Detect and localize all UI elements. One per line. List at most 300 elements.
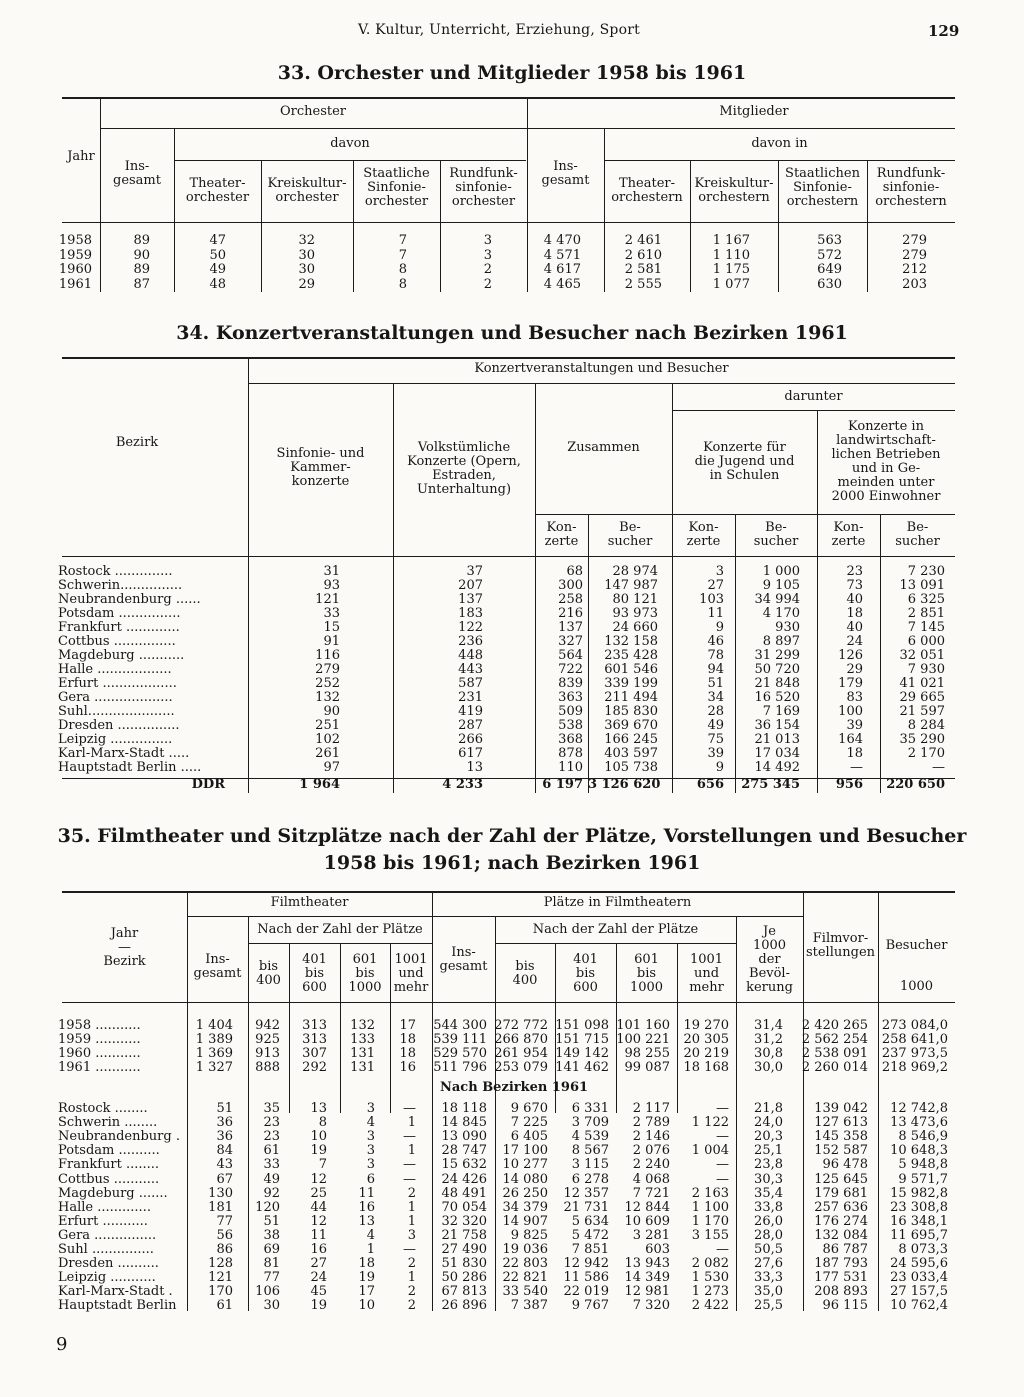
cell-ft-b600: 24 bbox=[310, 1270, 327, 1286]
cell-ft-b1000: 132 bbox=[350, 1018, 375, 1033]
cell-volks: 4 233 bbox=[442, 777, 483, 792]
cell-besucher: 258 641,0 bbox=[881, 1032, 948, 1047]
cell-pl-b1001: 1 170 bbox=[691, 1213, 729, 1229]
table-34-title: 34. Konzertveranstaltungen und Besucher nach Bezirken 1961 bbox=[176, 322, 848, 344]
cell-kreis: 30 bbox=[298, 262, 315, 277]
col-land-konzerte: Kon- zerte bbox=[831, 520, 866, 549]
cell-je1000: 27,6 bbox=[754, 1256, 783, 1272]
col-bezirk: Bezirk bbox=[115, 435, 159, 450]
cell-jug-konzerte: 3 bbox=[715, 564, 724, 579]
cell-jug-konzerte: 39 bbox=[707, 746, 724, 761]
cell-je1000: 35,0 bbox=[754, 1284, 783, 1300]
cell-land-konzerte: 100 bbox=[838, 704, 863, 719]
col-rundfunk2: Rundfunk- sinfonie- orchestern bbox=[875, 166, 947, 209]
cell-pl-insgesamt: 539 111 bbox=[433, 1032, 487, 1047]
cell-jahr-bezirk: Gera ............... bbox=[58, 1227, 157, 1243]
table-35-title-line1: 35. Filmtheater und Sitzplätze nach der Zahl der Plätze, Vorstellungen und Besucher bbox=[57, 825, 967, 847]
cell-pl-insgesamt: 14 845 bbox=[441, 1115, 487, 1131]
cell-pl-b600: 7 851 bbox=[571, 1242, 609, 1257]
cell-jug-besucher: 36 154 bbox=[754, 718, 800, 733]
cell-sinfonie: 279 bbox=[315, 662, 340, 677]
cell-bezirk: Neubrandenburg ...... bbox=[58, 592, 201, 607]
col-besucher-unit: 1000 bbox=[899, 979, 934, 994]
cell-pl-insgesamt: 24 426 bbox=[441, 1171, 487, 1187]
cell-pl-insgesamt: 544 300 bbox=[433, 1018, 487, 1033]
cell-ft-b1001: — bbox=[403, 1242, 416, 1257]
cell-jahr-bezirk: Halle ............. bbox=[58, 1199, 151, 1215]
cell-jug-konzerte: 46 bbox=[707, 634, 724, 649]
col-nach-zahl-1: Nach der Zahl der Plätze bbox=[257, 922, 423, 937]
cell-pl-insgesamt: 48 491 bbox=[441, 1185, 487, 1201]
cell-pl-b600: 22 019 bbox=[563, 1284, 609, 1300]
cell-pl-b1001: 1 100 bbox=[691, 1199, 729, 1215]
col-pl-b1000: 601 bis 1000 bbox=[629, 952, 664, 995]
cell-bezirk: Rostock .............. bbox=[58, 564, 173, 579]
cell-land-besucher: 6 325 bbox=[907, 592, 945, 607]
col-sinfonie: Sinfonie- und Kammer- konzerte bbox=[276, 446, 365, 489]
cell-ft-insgesamt: 67 bbox=[216, 1171, 233, 1187]
cell-mitglieder: 4 465 bbox=[543, 276, 581, 292]
cell-volks: 448 bbox=[458, 648, 483, 663]
cell-vorstellungen: 132 084 bbox=[814, 1227, 868, 1243]
cell-rund: 2 bbox=[483, 262, 492, 277]
cell-ft-b1000: 11 bbox=[358, 1185, 375, 1201]
cell-kreis: 32 bbox=[298, 233, 315, 248]
cell-pl-insgesamt: 27 490 bbox=[441, 1242, 487, 1257]
cell-land-konzerte: 18 bbox=[846, 746, 863, 761]
cell-m-kreis: 1 110 bbox=[712, 247, 750, 263]
cell-jug-konzerte: 9 bbox=[715, 620, 724, 635]
cell-m-staat: 563 bbox=[817, 233, 842, 248]
cell-ft-b600: 19 bbox=[310, 1298, 327, 1314]
cell-besucher: 218 969,2 bbox=[881, 1060, 948, 1075]
cell-volks: 207 bbox=[458, 578, 483, 593]
cell-zus-konzerte: 839 bbox=[558, 676, 583, 691]
cell-ft-insgesamt: 121 bbox=[208, 1270, 233, 1286]
cell-ft-b600: 313 bbox=[302, 1032, 327, 1047]
cell-pl-b1001: — bbox=[716, 1157, 729, 1173]
col-zus-besucher: Be- sucher bbox=[607, 520, 653, 549]
cell-m-theater: 2 610 bbox=[624, 247, 662, 263]
cell-pl-b1001: 19 270 bbox=[683, 1018, 729, 1033]
cell-ft-b400: 23 bbox=[263, 1129, 280, 1145]
cell-besucher: 273 084,0 bbox=[881, 1018, 948, 1033]
cell-pl-b400: 22 803 bbox=[502, 1256, 548, 1272]
col-rundfunk: Rundfunk- sinfonie- orchester bbox=[449, 166, 518, 209]
cell-jug-besucher: 930 bbox=[775, 620, 800, 635]
cell-besucher: 23 308,8 bbox=[890, 1199, 948, 1215]
cell-land-besucher: 32 051 bbox=[899, 648, 945, 663]
cell-jug-konzerte: 28 bbox=[707, 704, 724, 719]
cell-ft-b1001: 1 bbox=[407, 1143, 416, 1159]
cell-jug-besucher: 50 720 bbox=[754, 662, 800, 677]
cell-pl-b600: 151 098 bbox=[555, 1018, 609, 1033]
col-insgesamt: Ins- gesamt bbox=[113, 159, 161, 188]
cell-land-besucher: 2 851 bbox=[907, 606, 945, 621]
cell-besucher: 237 973,5 bbox=[881, 1046, 948, 1061]
col-staatliche: Staatliche Sinfonie- orchester bbox=[363, 166, 430, 209]
cell-ft-b600: 16 bbox=[310, 1242, 327, 1257]
cell-zus-besucher: 185 830 bbox=[604, 704, 658, 719]
cell-ft-insgesamt: 86 bbox=[216, 1242, 233, 1257]
cell-volks: 231 bbox=[458, 690, 483, 705]
cell-volks: 13 bbox=[466, 760, 483, 775]
cell-insgesamt: 89 bbox=[133, 233, 150, 248]
cell-besucher: 8 546,9 bbox=[898, 1129, 948, 1145]
cell-land-konzerte: 126 bbox=[838, 648, 863, 663]
cell-vorstellungen: 125 645 bbox=[814, 1171, 868, 1187]
cell-pl-b600: 6 278 bbox=[571, 1171, 609, 1187]
cell-sinfonie: 15 bbox=[323, 620, 340, 635]
cell-besucher: 12 742,8 bbox=[890, 1101, 948, 1116]
cell-zus-konzerte: 6 197 bbox=[542, 777, 583, 792]
cell-ft-b1000: 17 bbox=[358, 1284, 375, 1300]
cell-pl-b1000: 2 076 bbox=[632, 1143, 670, 1159]
cell-rund: 2 bbox=[483, 276, 492, 292]
cell-ft-b1000: 4 bbox=[366, 1227, 375, 1243]
col-konzertveranstaltungen: Konzertveranstaltungen und Besucher bbox=[474, 361, 729, 376]
cell-jug-besucher: 17 034 bbox=[754, 746, 800, 761]
cell-ft-insgesamt: 170 bbox=[208, 1284, 233, 1300]
cell-zus-besucher: 235 428 bbox=[604, 648, 658, 663]
cell-ft-insgesamt: 56 bbox=[216, 1227, 233, 1243]
cell-ft-b1001: — bbox=[403, 1129, 416, 1145]
cell-m-staat: 649 bbox=[817, 262, 842, 277]
col-jahr-bezirk: Jahr — Bezirk bbox=[103, 926, 146, 969]
cell-pl-b1000: 99 087 bbox=[624, 1060, 670, 1075]
cell-je1000: 33,8 bbox=[754, 1199, 783, 1215]
cell-ft-b1000: 3 bbox=[366, 1143, 375, 1159]
cell-jug-besucher: 34 994 bbox=[754, 592, 800, 607]
cell-mitglieder: 4 470 bbox=[543, 233, 581, 248]
cell-pl-b400: 266 870 bbox=[494, 1032, 548, 1047]
cell-besucher: 27 157,5 bbox=[890, 1284, 948, 1300]
cell-jahr-bezirk: 1961 ........... bbox=[58, 1060, 141, 1075]
cell-ft-b600: 10 bbox=[310, 1129, 327, 1145]
cell-insgesamt: 90 bbox=[133, 247, 150, 263]
cell-jug-besucher: 21 848 bbox=[754, 676, 800, 691]
cell-zus-besucher: 28 974 bbox=[612, 564, 658, 579]
cell-pl-b1001: 1 004 bbox=[691, 1143, 729, 1159]
cell-m-kreis: 1 077 bbox=[712, 276, 750, 292]
col-vorstellungen: Filmvor- stellungen bbox=[805, 931, 876, 960]
cell-je1000: 50,5 bbox=[754, 1242, 783, 1257]
cell-ft-b400: 23 bbox=[263, 1115, 280, 1131]
cell-ft-b400: 35 bbox=[263, 1101, 280, 1116]
cell-jahr-bezirk: Cottbus ........... bbox=[58, 1171, 160, 1187]
cell-pl-b1001: 2 163 bbox=[691, 1185, 729, 1201]
cell-besucher: 24 595,6 bbox=[890, 1256, 948, 1272]
cell-pl-b1000: 13 943 bbox=[624, 1256, 670, 1272]
cell-ft-b1000: 3 bbox=[366, 1157, 375, 1173]
cell-jahr: 1960 bbox=[58, 262, 92, 277]
col-staatlichen: Staatlichen Sinfonie- orchestern bbox=[785, 166, 860, 209]
cell-ft-insgesamt: 1 327 bbox=[195, 1060, 233, 1075]
cell-ft-b1001: 1 bbox=[407, 1115, 416, 1131]
col-theaterorchestern: Theater- orchestern bbox=[611, 176, 683, 205]
cell-ft-b1000: 10 bbox=[358, 1298, 375, 1314]
cell-land-konzerte: 40 bbox=[846, 592, 863, 607]
cell-vorstellungen: 139 042 bbox=[814, 1101, 868, 1116]
cell-bezirk: Karl-Marx-Stadt ..... bbox=[58, 746, 190, 761]
cell-pl-insgesamt: 28 747 bbox=[441, 1143, 487, 1159]
cell-zus-konzerte: 110 bbox=[558, 760, 583, 775]
col-jug-besucher: Be- sucher bbox=[753, 520, 799, 549]
cell-jug-besucher: 1 000 bbox=[762, 564, 800, 579]
handwritten-signature: 9 bbox=[56, 1334, 68, 1355]
cell-jahr-bezirk: 1959 ........... bbox=[58, 1032, 141, 1047]
col-ft-b600: 401 bis 600 bbox=[302, 952, 327, 995]
cell-pl-insgesamt: 51 830 bbox=[441, 1256, 487, 1272]
cell-pl-b1001: 3 155 bbox=[691, 1227, 729, 1243]
cell-staat: 8 bbox=[398, 262, 407, 277]
cell-jahr-bezirk: Suhl ............... bbox=[58, 1242, 154, 1257]
cell-pl-b1001: 20 219 bbox=[683, 1046, 729, 1061]
cell-mitglieder: 4 617 bbox=[543, 262, 581, 277]
cell-pl-b600: 12 357 bbox=[563, 1185, 609, 1201]
cell-jug-konzerte: 94 bbox=[707, 662, 724, 677]
section-title: V. Kultur, Unterricht, Erziehung, Sport bbox=[358, 22, 640, 38]
cell-pl-b1001: — bbox=[716, 1129, 729, 1145]
col-kreiskulturorchester: Kreiskultur- orchester bbox=[267, 176, 347, 205]
cell-pl-insgesamt: 21 758 bbox=[441, 1227, 487, 1243]
cell-sinfonie: 132 bbox=[315, 690, 340, 705]
cell-land-besucher: 8 284 bbox=[907, 718, 945, 733]
cell-volks: 617 bbox=[458, 746, 483, 761]
cell-je1000: 25,5 bbox=[754, 1298, 783, 1314]
cell-pl-b600: 21 731 bbox=[563, 1199, 609, 1215]
cell-jahr-bezirk: Potsdam .......... bbox=[58, 1143, 160, 1159]
cell-m-rund: 212 bbox=[902, 262, 927, 277]
cell-ft-b1000: 3 bbox=[366, 1129, 375, 1145]
cell-ft-b600: 11 bbox=[310, 1227, 327, 1243]
cell-jahr-bezirk: Erfurt ........... bbox=[58, 1213, 148, 1229]
cell-volks: 266 bbox=[458, 732, 483, 747]
cell-land-besucher: 13 091 bbox=[899, 578, 945, 593]
cell-pl-b1000: 100 221 bbox=[616, 1032, 670, 1047]
cell-pl-b1000: 12 844 bbox=[624, 1199, 670, 1215]
cell-insgesamt: 89 bbox=[133, 262, 150, 277]
cell-ft-b400: 106 bbox=[255, 1284, 280, 1300]
cell-zus-konzerte: 258 bbox=[558, 592, 583, 607]
col-besucher: Besucher bbox=[885, 938, 948, 953]
cell-pl-b1001: 1 273 bbox=[691, 1284, 729, 1300]
cell-ft-b400: 69 bbox=[263, 1242, 280, 1257]
cell-ft-b600: 292 bbox=[302, 1060, 327, 1075]
cell-jahr: 1959 bbox=[58, 247, 92, 263]
cell-volks: 587 bbox=[458, 676, 483, 691]
col-plaetze: Plätze in Filmtheatern bbox=[543, 895, 692, 910]
cell-pl-b400: 14 080 bbox=[502, 1171, 548, 1187]
cell-sinfonie: 251 bbox=[315, 718, 340, 733]
cell-ft-b1001: — bbox=[403, 1171, 416, 1187]
cell-land-besucher: — bbox=[932, 760, 945, 775]
subhead-bezirke: Nach Bezirken 1961 bbox=[440, 1080, 589, 1095]
cell-ft-insgesamt: 36 bbox=[216, 1129, 233, 1145]
cell-bezirk: Frankfurt ............. bbox=[58, 620, 180, 635]
cell-ft-b400: 81 bbox=[263, 1256, 280, 1272]
cell-pl-insgesamt: 18 118 bbox=[441, 1101, 487, 1116]
cell-m-kreis: 1 175 bbox=[712, 262, 750, 277]
cell-jahr-bezirk: Leipzig ........... bbox=[58, 1270, 156, 1286]
cell-staat: 8 bbox=[398, 276, 407, 292]
cell-m-rund: 203 bbox=[902, 276, 927, 292]
cell-jug-konzerte: 27 bbox=[707, 578, 724, 593]
cell-m-theater: 2 555 bbox=[624, 276, 662, 292]
col-land-besucher: Be- sucher bbox=[895, 520, 940, 549]
cell-theater: 47 bbox=[209, 233, 226, 248]
cell-pl-b1001: 2 082 bbox=[691, 1256, 729, 1272]
cell-vorstellungen: 179 681 bbox=[814, 1185, 868, 1201]
cell-ft-b1001: 2 bbox=[407, 1185, 416, 1201]
cell-zus-konzerte: 216 bbox=[558, 606, 583, 621]
cell-vorstellungen: 145 358 bbox=[814, 1129, 868, 1145]
cell-jahr-bezirk: 1958 ........... bbox=[58, 1018, 141, 1033]
cell-rund: 3 bbox=[483, 247, 492, 263]
cell-volks: 287 bbox=[458, 718, 483, 733]
cell-ft-b600: 12 bbox=[310, 1171, 327, 1187]
cell-ft-b1000: 133 bbox=[350, 1032, 375, 1047]
cell-sinfonie: 1 964 bbox=[299, 777, 340, 792]
cell-bezirk: Halle .................. bbox=[58, 662, 172, 677]
cell-pl-b1001: 18 168 bbox=[683, 1060, 729, 1075]
cell-ft-b1001: 2 bbox=[407, 1256, 416, 1272]
cell-theater: 49 bbox=[209, 262, 226, 277]
cell-pl-b400: 253 079 bbox=[494, 1060, 548, 1075]
cell-jug-besucher: 31 299 bbox=[754, 648, 800, 663]
cell-pl-b1000: 14 349 bbox=[624, 1270, 670, 1286]
cell-ft-insgesamt: 36 bbox=[216, 1115, 233, 1131]
cell-zus-konzerte: 509 bbox=[558, 704, 583, 719]
cell-je1000: 23,8 bbox=[754, 1157, 783, 1173]
cell-besucher: 15 982,8 bbox=[890, 1185, 948, 1201]
cell-pl-b400: 34 379 bbox=[502, 1199, 548, 1215]
cell-jug-konzerte: 103 bbox=[699, 592, 724, 607]
cell-jahr-bezirk: 1960 ........... bbox=[58, 1046, 141, 1061]
cell-pl-insgesamt: 32 320 bbox=[441, 1213, 487, 1229]
cell-zus-besucher: 105 738 bbox=[604, 760, 658, 775]
cell-zus-konzerte: 722 bbox=[558, 662, 583, 677]
cell-pl-b400: 7 225 bbox=[510, 1115, 548, 1131]
cell-volks: 236 bbox=[458, 634, 483, 649]
cell-besucher: 5 948,8 bbox=[898, 1157, 948, 1173]
cell-je1000: 26,0 bbox=[754, 1213, 783, 1229]
cell-land-konzerte: — bbox=[850, 760, 863, 775]
cell-pl-b400: 26 250 bbox=[502, 1185, 548, 1201]
col-pl-b1001: 1001 und mehr bbox=[689, 952, 724, 995]
cell-land-besucher: 29 665 bbox=[899, 690, 945, 705]
cell-jug-konzerte: 9 bbox=[715, 760, 724, 775]
cell-ft-b400: 49 bbox=[263, 1171, 280, 1187]
cell-jahr-bezirk: Dresden .......... bbox=[58, 1256, 159, 1272]
cell-vorstellungen: 177 531 bbox=[814, 1270, 868, 1286]
cell-ft-b1000: 13 bbox=[358, 1213, 375, 1229]
cell-vorstellungen: 187 793 bbox=[814, 1256, 868, 1272]
cell-zus-konzerte: 68 bbox=[566, 564, 583, 579]
cell-ft-b600: 7 bbox=[318, 1157, 327, 1173]
cell-ft-b600: 19 bbox=[310, 1143, 327, 1159]
cell-ft-b1001: 16 bbox=[399, 1060, 416, 1075]
cell-jug-besucher: 9 105 bbox=[762, 578, 800, 593]
col-ft-b400: bis 400 bbox=[256, 959, 281, 988]
cell-jug-konzerte: 11 bbox=[707, 606, 724, 621]
cell-ft-b400: 77 bbox=[263, 1270, 280, 1286]
cell-vorstellungen: 96 115 bbox=[822, 1298, 868, 1314]
cell-pl-insgesamt: 529 570 bbox=[433, 1046, 487, 1061]
cell-theater: 50 bbox=[209, 247, 226, 263]
cell-bezirk: Gera ................... bbox=[58, 690, 173, 705]
cell-jug-besucher: 7 169 bbox=[762, 704, 800, 719]
page-number: 129 bbox=[928, 22, 960, 40]
cell-pl-b400: 17 100 bbox=[502, 1143, 548, 1159]
cell-pl-b400: 6 405 bbox=[510, 1129, 548, 1145]
cell-pl-b1000: 101 160 bbox=[616, 1018, 670, 1033]
cell-pl-b1000: 2 117 bbox=[632, 1101, 670, 1116]
cell-besucher: 10 762,4 bbox=[890, 1298, 948, 1314]
cell-vorstellungen: 152 587 bbox=[814, 1143, 868, 1159]
cell-besucher: 10 648,3 bbox=[890, 1143, 948, 1159]
cell-ft-insgesamt: 130 bbox=[208, 1185, 233, 1201]
cell-jug-konzerte: 75 bbox=[707, 732, 724, 747]
col-ft-b1000: 601 bis 1000 bbox=[348, 952, 382, 995]
cell-pl-b1001: — bbox=[716, 1171, 729, 1187]
cell-ft-insgesamt: 77 bbox=[216, 1213, 233, 1229]
cell-pl-b400: 272 772 bbox=[494, 1018, 548, 1033]
cell-je1000: 31,2 bbox=[754, 1032, 783, 1047]
cell-pl-b600: 9 767 bbox=[571, 1298, 609, 1314]
cell-land-besucher: 7 145 bbox=[907, 620, 945, 635]
cell-ft-b400: 33 bbox=[263, 1157, 280, 1173]
cell-jahr-bezirk: Neubrandenburg . bbox=[58, 1129, 180, 1145]
cell-sinfonie: 121 bbox=[315, 592, 340, 607]
cell-land-besucher: 6 000 bbox=[907, 634, 945, 649]
cell-jahr: 1961 bbox=[58, 276, 92, 292]
cell-sinfonie: 31 bbox=[323, 564, 340, 579]
cell-pl-b400: 10 277 bbox=[502, 1157, 548, 1173]
cell-ft-b600: 8 bbox=[318, 1115, 327, 1131]
cell-ft-b600: 27 bbox=[310, 1256, 327, 1272]
cell-zus-konzerte: 878 bbox=[558, 746, 583, 761]
cell-land-konzerte: 83 bbox=[846, 690, 863, 705]
cell-bezirk: Cottbus ............... bbox=[58, 634, 176, 649]
cell-pl-b1000: 4 068 bbox=[632, 1171, 670, 1187]
cell-pl-b600: 3 709 bbox=[571, 1115, 609, 1131]
col-nach-zahl-2: Nach der Zahl der Plätze bbox=[532, 922, 699, 937]
cell-jug-besucher: 21 013 bbox=[754, 732, 800, 747]
cell-ft-b1000: 4 bbox=[366, 1115, 375, 1131]
cell-vorstellungen: 2 420 265 bbox=[801, 1018, 868, 1033]
cell-pl-b1000: 2 789 bbox=[632, 1115, 670, 1131]
cell-je1000: 20,3 bbox=[754, 1129, 783, 1145]
cell-zus-konzerte: 137 bbox=[558, 620, 583, 635]
cell-besucher: 13 473,6 bbox=[890, 1115, 948, 1131]
cell-bezirk: Potsdam ............... bbox=[58, 606, 181, 621]
cell-pl-b1001: — bbox=[716, 1101, 729, 1116]
cell-pl-b1000: 7 320 bbox=[632, 1298, 670, 1314]
cell-jahr-bezirk: Karl-Marx-Stadt . bbox=[58, 1284, 173, 1300]
col-zusammen: Zusammen bbox=[567, 440, 640, 455]
cell-ft-b600: 307 bbox=[302, 1046, 327, 1061]
cell-pl-insgesamt: 511 796 bbox=[433, 1060, 487, 1075]
cell-pl-insgesamt: 13 090 bbox=[441, 1129, 487, 1145]
cell-land-besucher: 220 650 bbox=[886, 777, 945, 792]
cell-ft-b1000: 19 bbox=[358, 1270, 375, 1286]
cell-jug-konzerte: 78 bbox=[707, 648, 724, 663]
col-zus-konzerte: Kon- zerte bbox=[544, 520, 579, 549]
cell-ft-b400: 92 bbox=[263, 1185, 280, 1201]
cell-vorstellungen: 208 893 bbox=[814, 1284, 868, 1300]
cell-pl-b400: 19 036 bbox=[502, 1242, 548, 1257]
